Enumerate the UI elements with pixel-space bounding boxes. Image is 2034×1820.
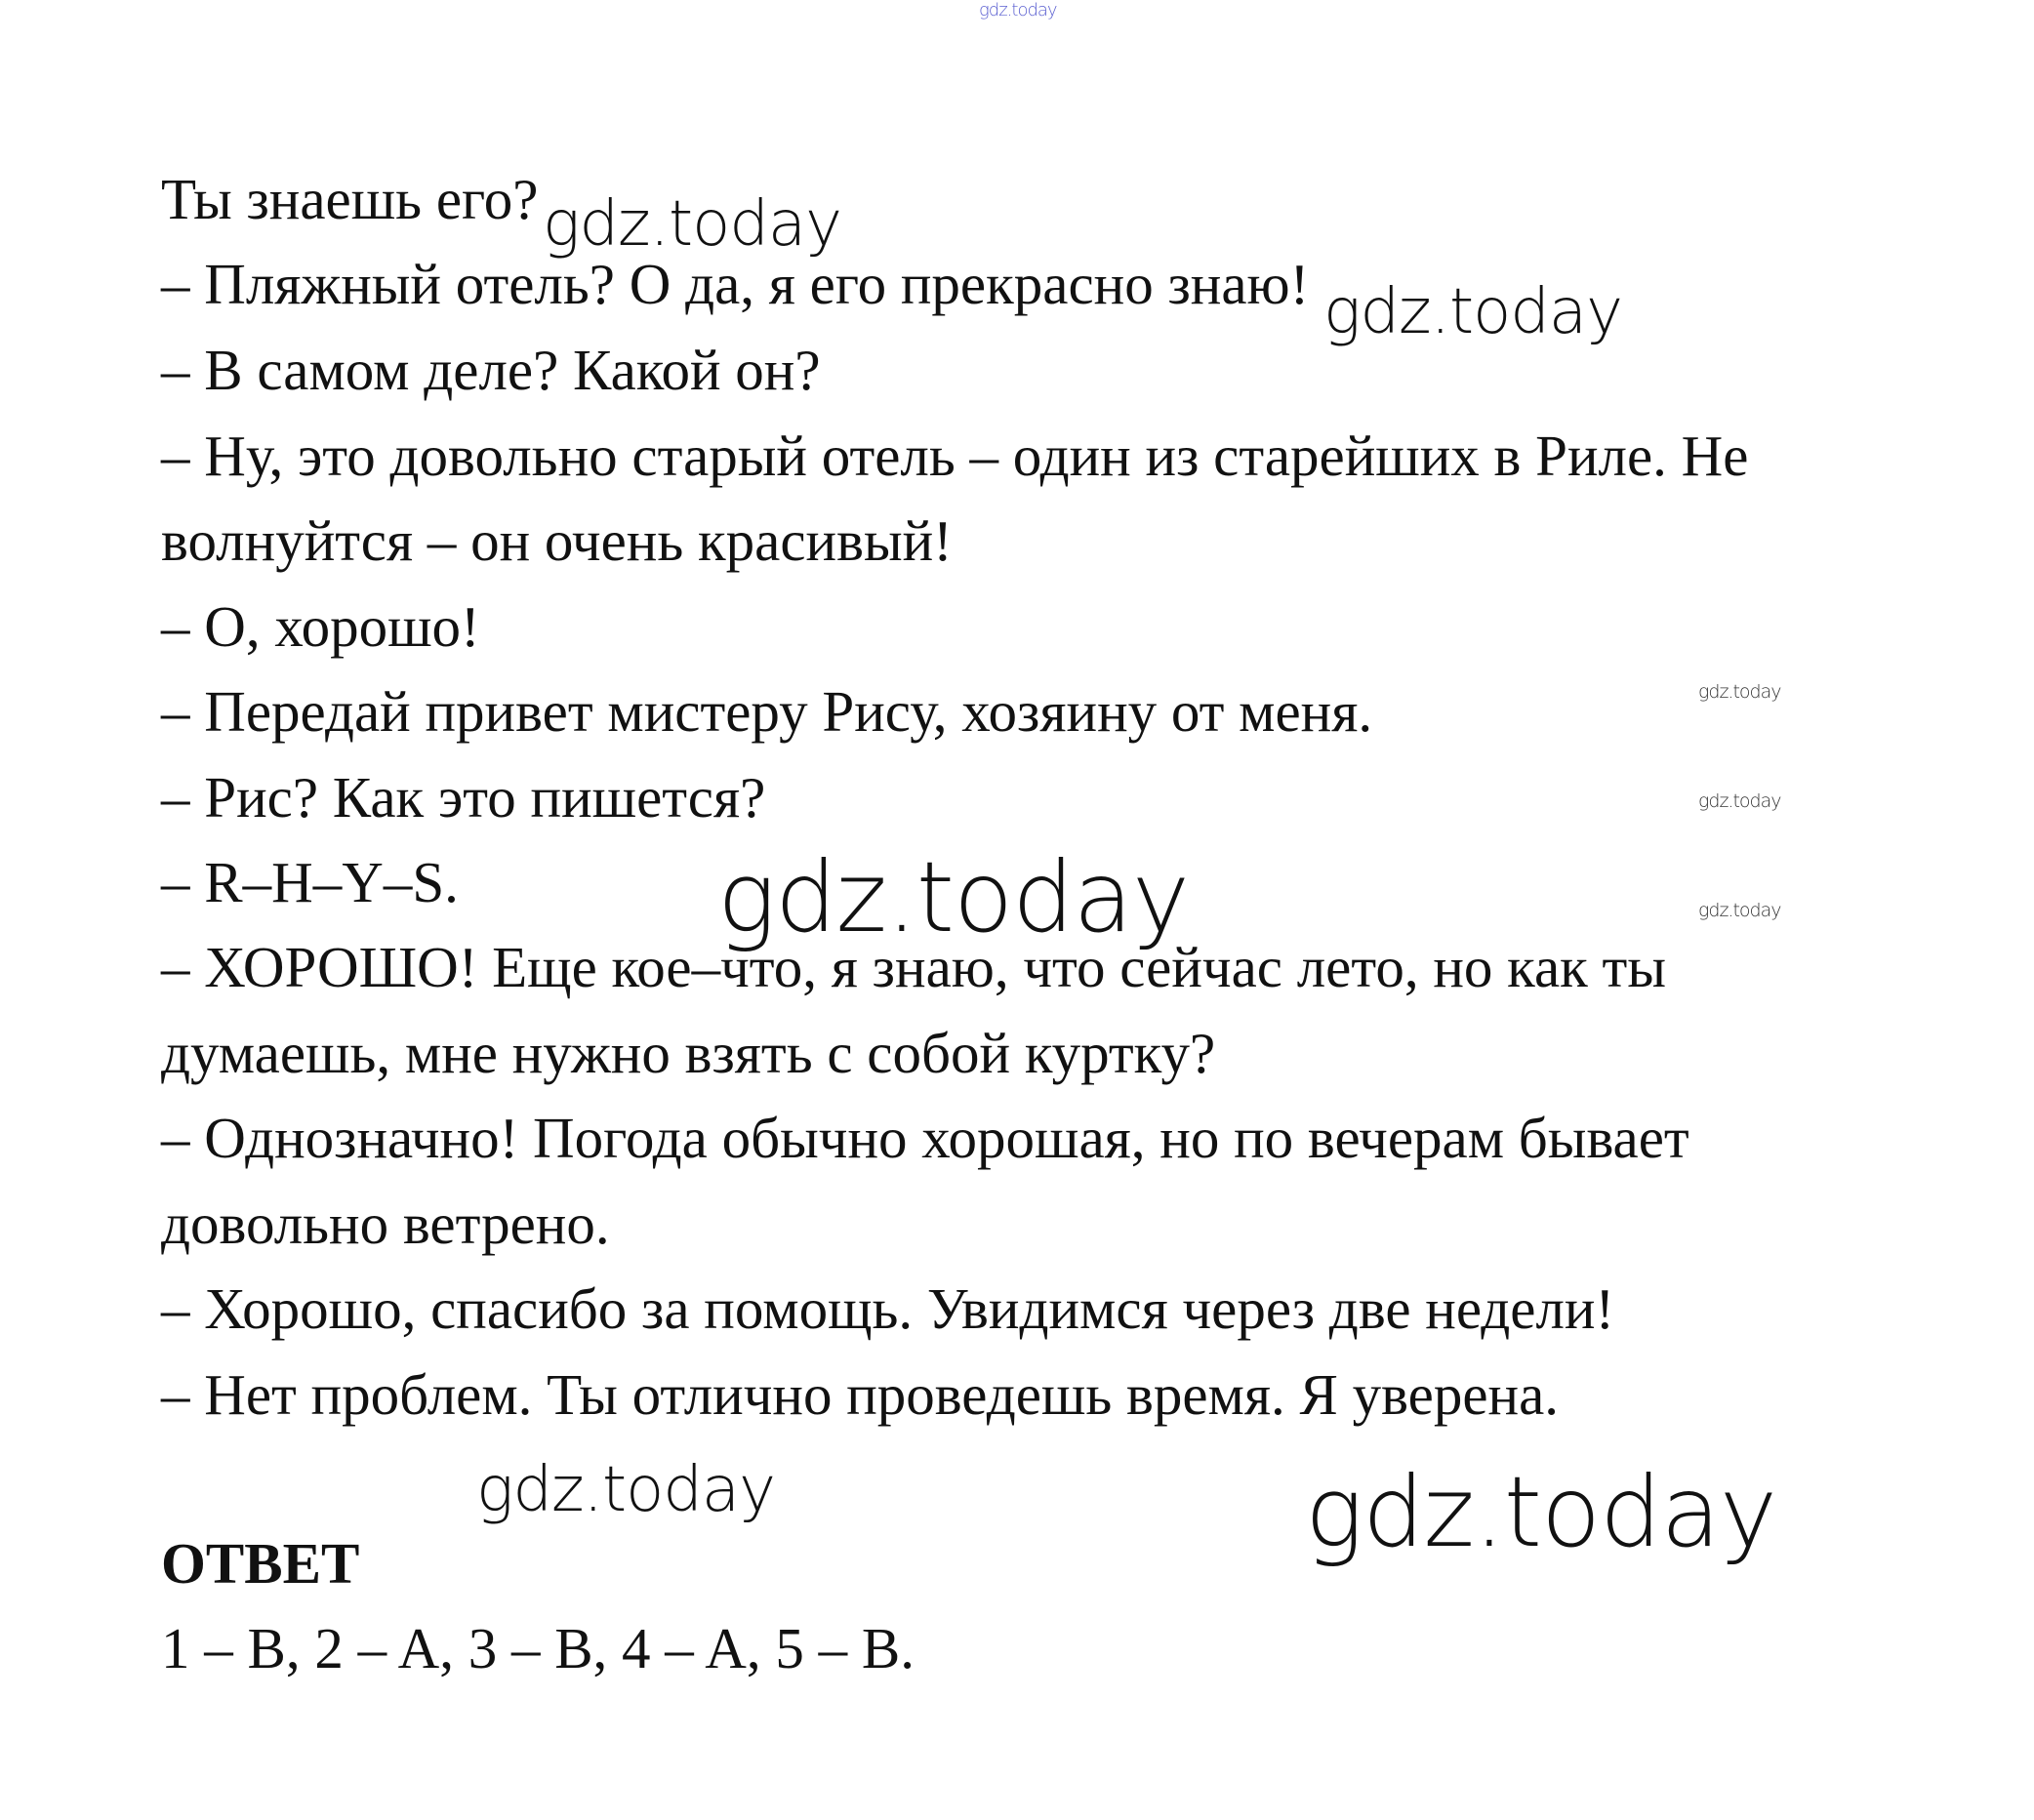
- watermark-top: gdz.today: [979, 0, 1057, 20]
- watermark: gdz.today: [1323, 276, 1622, 348]
- text-line-5: волнуйтся – он очень красивый!: [161, 508, 953, 573]
- watermark: gdz.today: [543, 188, 841, 261]
- watermark: gdz.today: [1698, 681, 1781, 703]
- text-line-3: – В самом деле? Какой он?: [161, 338, 821, 402]
- text-line-8: – Рис? Как это пишется?: [161, 765, 766, 829]
- text-line-7: – Передай привет мистеру Рису, хозяину от меня.: [161, 679, 1373, 744]
- watermark: gdz.today: [717, 840, 1190, 954]
- text-line-15: – Нет проблем. Ты отлично проведешь время. Я уверена.: [161, 1362, 1560, 1427]
- answer-text: 1 – B, 2 – A, 3 – B, 4 – A, 5 – B.: [161, 1616, 915, 1680]
- answer-heading: ОТВЕТ: [161, 1531, 360, 1596]
- watermark: gdz.today: [476, 1454, 775, 1526]
- text-line-1: Ты знаешь его?: [161, 167, 539, 231]
- text-line-4: – Ну, это довольно старый отель – один из старейших в Риле. Не: [161, 424, 1749, 488]
- text-line-11: думаешь, мне нужно взять с собой куртку?: [161, 1021, 1216, 1085]
- watermark: gdz.today: [1698, 790, 1781, 812]
- text-line-14: – Хорошо, спасибо за помощь. Увидимся через две недели!: [161, 1276, 1615, 1341]
- text-line-13: довольно ветрено.: [161, 1192, 610, 1256]
- text-line-9: – R–H–Y–S.: [161, 850, 459, 914]
- watermark: gdz.today: [1698, 900, 1781, 921]
- text-line-6: – О, хорошо!: [161, 594, 480, 659]
- text-line-12: – Однозначно! Погода обычно хорошая, но по вечерам бывает: [161, 1106, 1689, 1170]
- watermark: gdz.today: [1305, 1455, 1777, 1569]
- text-line-10: – ХОРОШО! Еще кое–что, я знаю, что сейчас лето, но как ты: [161, 935, 1666, 999]
- text-line-2: – Пляжный отель? О да, я его прекрасно знаю!: [161, 252, 1310, 316]
